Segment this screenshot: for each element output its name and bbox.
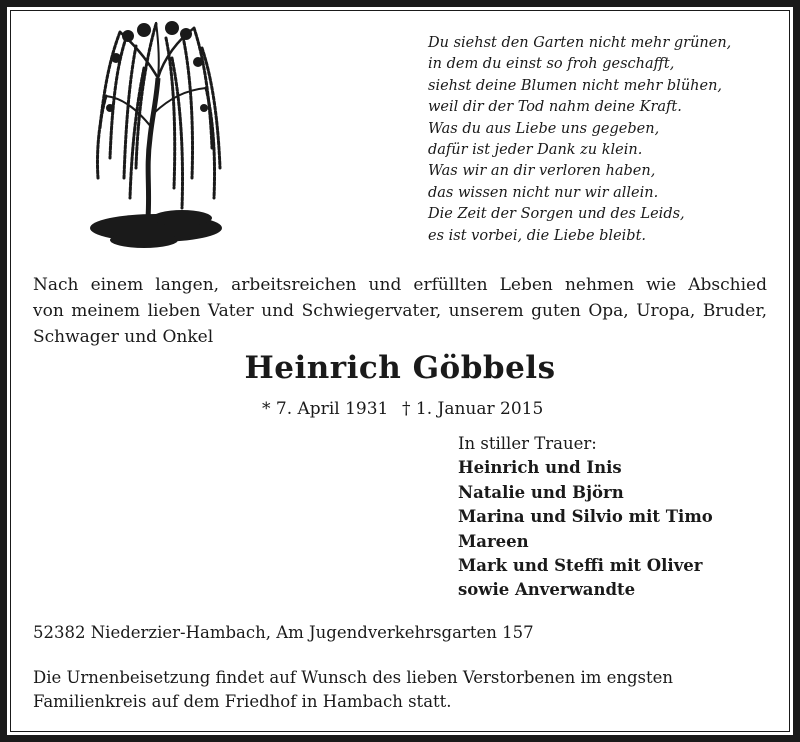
poem-line: Was du aus Liebe uns gegeben, xyxy=(428,120,660,137)
mourners-list xyxy=(458,432,713,603)
intro-line: Nach einem langen, arbeitsreichen und erfüllten Leben nehmen wie Abschied xyxy=(33,275,767,295)
mourner-name: Heinrich und Inis xyxy=(458,458,622,478)
death-date: † 1. Januar 2015 xyxy=(402,399,544,419)
poem-line: Du siehst den Garten nicht mehr grünen, xyxy=(428,35,732,51)
mourner-name: Natalie und Björn xyxy=(458,482,624,502)
poem-line: in dem du einst so froh geschafft, xyxy=(428,56,675,73)
deceased-name: Heinrich Göbbels xyxy=(244,350,556,386)
mourners-heading: In stiller Trauer: xyxy=(458,434,597,453)
poem xyxy=(428,33,768,247)
mourner-name: Mark und Steffi mit Oliver xyxy=(458,556,703,576)
poem-line: weil dir der Tod nahm deine Kraft. xyxy=(428,99,682,116)
poem-line: es ist vorbei, die Liebe bleibt. xyxy=(428,227,647,244)
poem-line: siehst deine Blumen nicht mehr blühen, xyxy=(428,77,723,94)
burial-note xyxy=(33,666,733,714)
mourner-name: Mareen xyxy=(458,531,529,551)
burial-line: Die Urnenbeisetzung findet auf Wunsch des lieben Verstorbenen im engsten xyxy=(33,668,674,687)
intro-line: Schwager und Onkel xyxy=(33,327,214,347)
weeping-willow-icon xyxy=(86,18,228,250)
poem-line: Die Zeit der Sorgen und des Leids, xyxy=(428,206,685,223)
mourner-name: Marina und Silvio mit Timo xyxy=(458,507,713,527)
intro-line: von meinem lieben Vater und Schwiegervater, unserem guten Opa, Uropa, Bruder, xyxy=(33,301,767,321)
poem-line: das wissen nicht nur wir allein. xyxy=(428,184,659,201)
poem-line: dafür ist jeder Dank zu klein. xyxy=(428,142,643,159)
poem-line: Was wir an dir verloren haben, xyxy=(428,163,656,180)
mourner-name: sowie Anverwandte xyxy=(458,580,636,600)
burial-line: Familienkreis auf dem Friedhof in Hambach statt. xyxy=(33,692,452,711)
address: 52382 Niederzier-Hambach, Am Jugendverkehrsgarten 157 xyxy=(33,623,534,642)
birth-date: * 7. April 1931 xyxy=(262,399,389,419)
intro-text xyxy=(33,272,767,350)
